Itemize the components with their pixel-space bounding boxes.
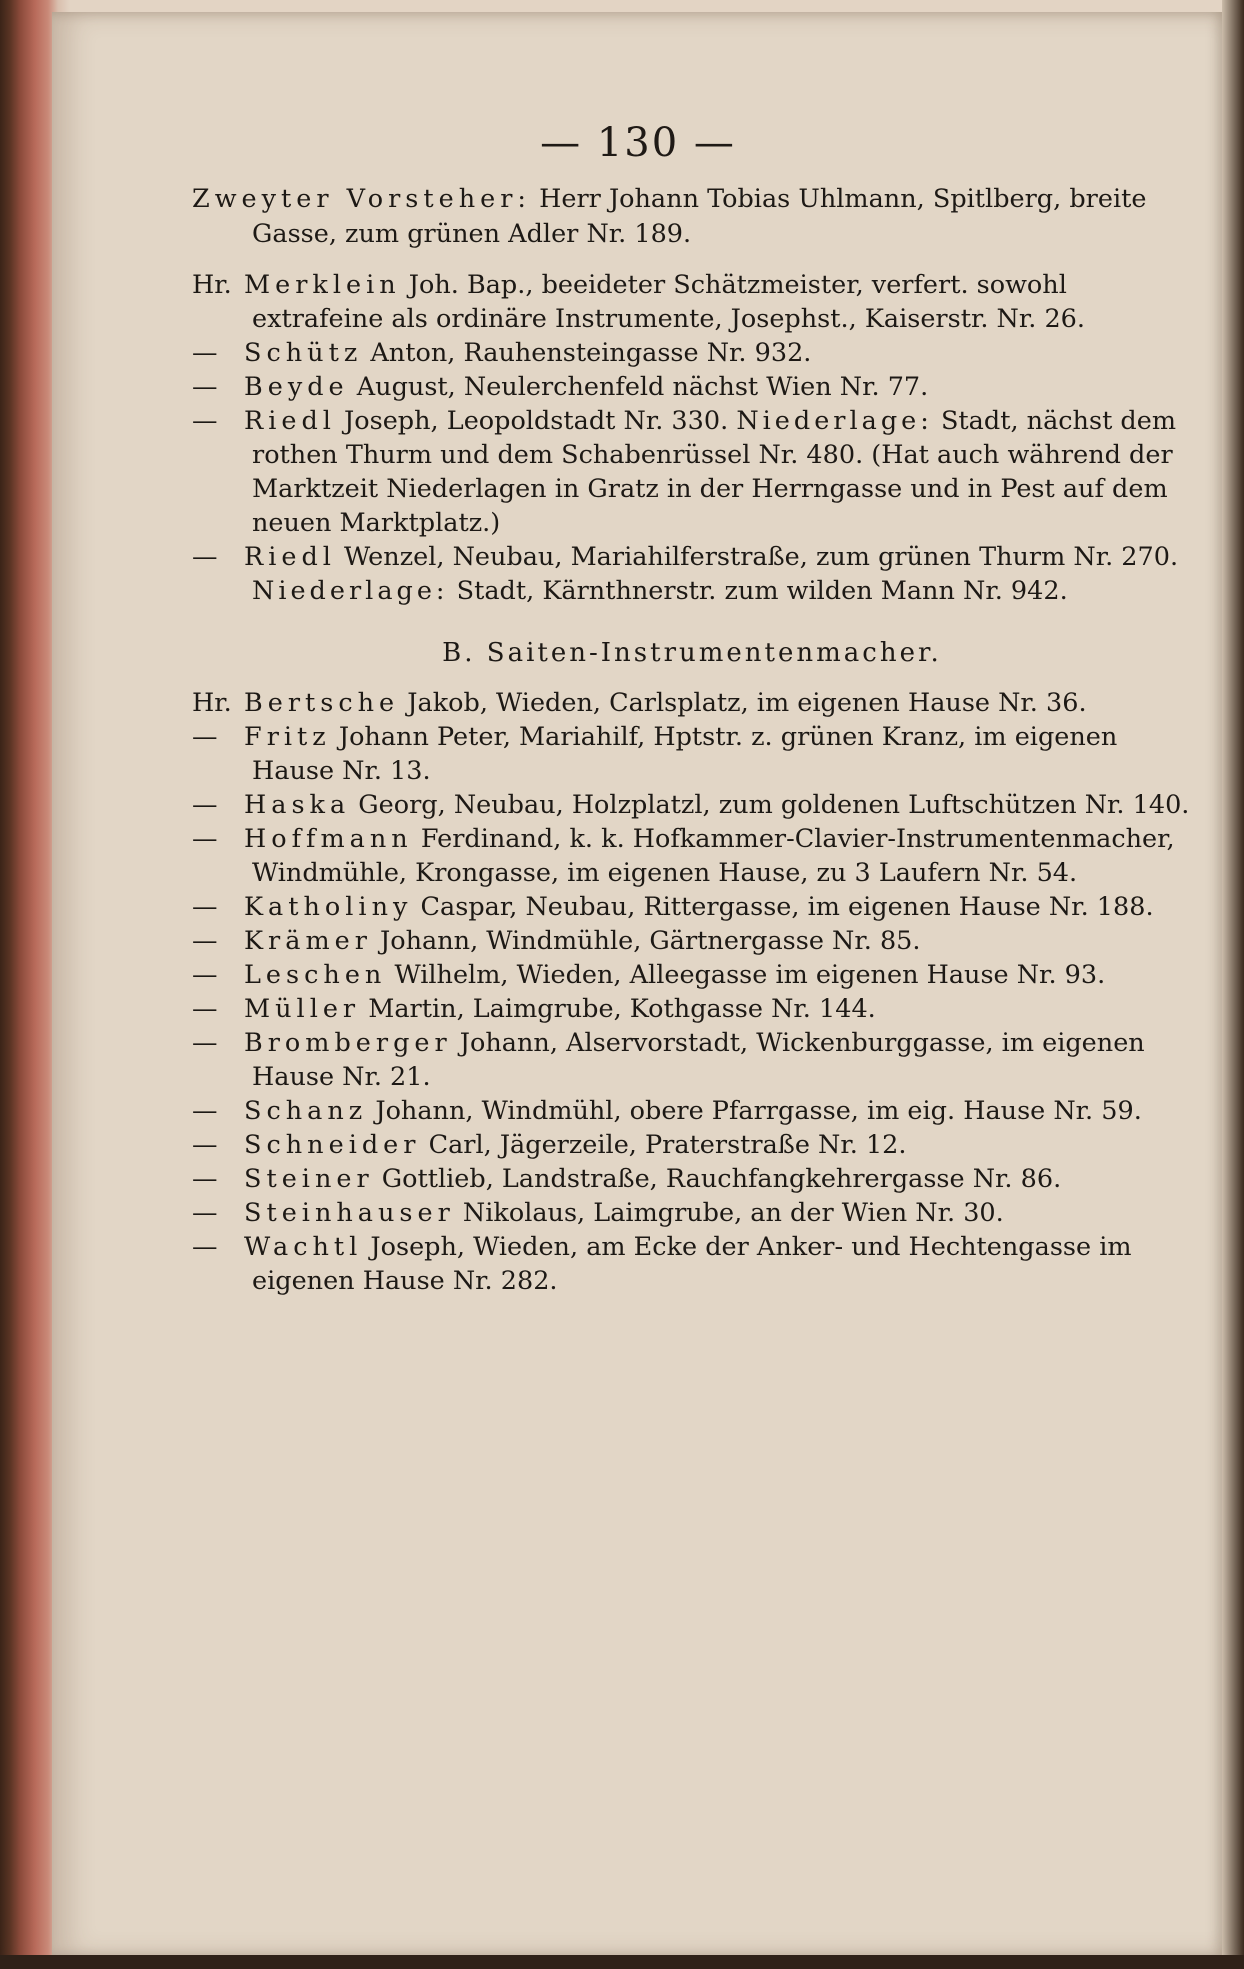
entry-text: Johann, Windmühle, Gärtnergasse Nr. 85. xyxy=(380,926,921,956)
entry-surname: Katholiny xyxy=(244,892,413,922)
entry-prefix: — xyxy=(192,790,218,820)
instrument-maker-list-a xyxy=(192,268,1192,608)
vorsteher-entry xyxy=(192,182,1192,252)
entry-text: Carl, Jägerzeile, Praterstraße Nr. 12. xyxy=(428,1130,907,1160)
entry-prefix: — xyxy=(192,1096,218,1126)
list-item xyxy=(192,890,1192,924)
list-item xyxy=(192,788,1192,822)
section-b-heading: B. Saiten-Instrumentenmacher. xyxy=(442,638,942,668)
spacer xyxy=(192,252,1192,268)
entry-text: Ferdinand, k. k. Hofkammer-Clavier-Instrumentenmacher, Windmühle, Krongasse, im eigenen Hause, zu 3 Laufern Nr. 54. xyxy=(252,824,1175,888)
list-item xyxy=(192,268,1192,336)
entry-surname: Wachtl xyxy=(244,1232,363,1262)
entry-text: Johann, Alservorstadt, Wickenburggasse, im eigenen Hause Nr. 21. xyxy=(252,1028,1145,1092)
entry-prefix: — xyxy=(192,1028,218,1058)
entry-text: Gottlieb, Landstraße, Rauchfangkehrergasse Nr. 86. xyxy=(381,1164,1062,1194)
entry-prefix: — xyxy=(192,1130,218,1160)
entry-text: Johann Peter, Mariahilf, Hptstr. z. grünen Kranz, im eigenen Hause Nr. 13. xyxy=(252,722,1118,786)
entry-text: Jakob, Wieden, Carlsplatz, im eigenen Hause Nr. 36. xyxy=(407,688,1087,718)
entry-text: Joseph, Wieden, am Ecke der Anker- und Hechtengasse im eigenen Hause Nr. 282. xyxy=(252,1232,1132,1296)
entry-surname: Fritz xyxy=(244,722,331,752)
entry-text: Anton, Rauhensteingasse Nr. 932. xyxy=(370,338,812,368)
entry-extra-text: Stadt, nächst dem rothen Thurm und dem Schabenrüssel Nr. 480. (Hat auch während der Marktzeit Niederlagen in Gratz in der Herrngasse und in Pest auf dem neuen Marktplatz.) xyxy=(252,406,1177,538)
entry-surname: Bertsche xyxy=(244,688,400,718)
entry-prefix: — xyxy=(192,372,218,402)
entry-prefix: — xyxy=(192,542,218,572)
page-content xyxy=(192,182,1192,1298)
string-instrument-maker-list xyxy=(192,686,1192,1298)
list-item xyxy=(192,1094,1192,1128)
entry-text: August, Neulerchenfeld nächst Wien Nr. 77. xyxy=(356,372,929,402)
entry-text: Johann, Windmühl, obere Pfarrgasse, im eig. Hause Nr. 59. xyxy=(375,1096,1142,1126)
entry-text: Wenzel, Neubau, Mariahilferstraße, zum grünen Thurm Nr. 270. xyxy=(344,542,1179,572)
list-item xyxy=(192,1230,1192,1298)
entry-prefix: Hr. xyxy=(192,688,232,718)
entry-text: Nikolaus, Laimgrube, an der Wien Nr. 30. xyxy=(462,1198,1004,1228)
entry-prefix: — xyxy=(192,892,218,922)
entry-surname: Haska xyxy=(244,790,351,820)
entry-surname: Riedl xyxy=(244,542,336,572)
entry-surname: Riedl xyxy=(244,406,336,436)
list-item xyxy=(192,992,1192,1026)
list-item xyxy=(192,686,1192,720)
entry-text: Joh. Bap., beeideter Schätzmeister, verfert. sowohl extrafeine als ordinäre Instrumente, Josephst., Kaiserstr. Nr. 26. xyxy=(252,270,1086,334)
entry-surname: Leschen xyxy=(244,960,387,990)
entry-prefix: — xyxy=(192,824,218,854)
entry-surname: Steinhauser xyxy=(244,1198,455,1228)
entry-prefix: — xyxy=(192,960,218,990)
entry-prefix: — xyxy=(192,722,218,752)
entry-surname: Beyde xyxy=(244,372,349,402)
entry-text: Caspar, Neubau, Rittergasse, im eigenen Hause Nr. 188. xyxy=(420,892,1154,922)
entry-prefix: — xyxy=(192,926,218,956)
entry-surname: Schütz xyxy=(244,338,363,368)
entry-prefix: — xyxy=(192,1232,218,1262)
vorsteher-text: Herr Johann Tobias Uhlmann, Spitlberg, breite Gasse, zum grünen Adler Nr. 189. xyxy=(252,184,1147,249)
entry-prefix: Hr. xyxy=(192,270,232,300)
page-edge xyxy=(1222,0,1244,1969)
entry-text: Joseph, Leopoldstadt Nr. 330. xyxy=(344,406,729,436)
list-item xyxy=(192,1026,1192,1094)
page-number: — 130 — xyxy=(540,120,736,166)
list-item xyxy=(192,822,1192,890)
entry-text: Georg, Neubau, Holzplatzl, zum goldenen Luftschützen Nr. 140. xyxy=(358,790,1190,820)
entry-prefix: — xyxy=(192,1198,218,1228)
list-item xyxy=(192,1128,1192,1162)
entry-extra-text: Stadt, Kärnthnerstr. zum wilden Mann Nr. 942. xyxy=(456,576,1068,606)
list-item xyxy=(192,958,1192,992)
list-item xyxy=(192,404,1192,540)
list-item xyxy=(192,370,1192,404)
entry-text: Wilhelm, Wieden, Alleegasse im eigenen Hause Nr. 93. xyxy=(394,960,1106,990)
entry-prefix: — xyxy=(192,994,218,1024)
list-item xyxy=(192,540,1192,608)
vorsteher-label: Zweyter Vorsteher: xyxy=(192,184,532,214)
book-page xyxy=(52,12,1224,1957)
entry-text: Martin, Laimgrube, Kothgasse Nr. 144. xyxy=(368,994,876,1024)
entry-surname: Hoffmann xyxy=(244,824,413,854)
entry-surname: Schneider xyxy=(244,1130,421,1160)
list-item xyxy=(192,336,1192,370)
list-item xyxy=(192,1196,1192,1230)
entry-surname: Steiner xyxy=(244,1164,374,1194)
entry-surname: Merklein xyxy=(244,270,401,300)
entry-surname: Krämer xyxy=(244,926,372,956)
entry-extra-label: Niederlage: xyxy=(736,406,933,436)
list-item xyxy=(192,720,1192,788)
entry-extra-label: Niederlage: xyxy=(252,576,449,606)
entry-surname: Bromberger xyxy=(244,1028,452,1058)
entry-prefix: — xyxy=(192,1164,218,1194)
entry-prefix: — xyxy=(192,406,218,436)
entry-prefix: — xyxy=(192,338,218,368)
entry-surname: Schanz xyxy=(244,1096,368,1126)
list-item xyxy=(192,1162,1192,1196)
entry-surname: Müller xyxy=(244,994,361,1024)
page-bottom-edge xyxy=(0,1955,1244,1969)
list-item xyxy=(192,924,1192,958)
